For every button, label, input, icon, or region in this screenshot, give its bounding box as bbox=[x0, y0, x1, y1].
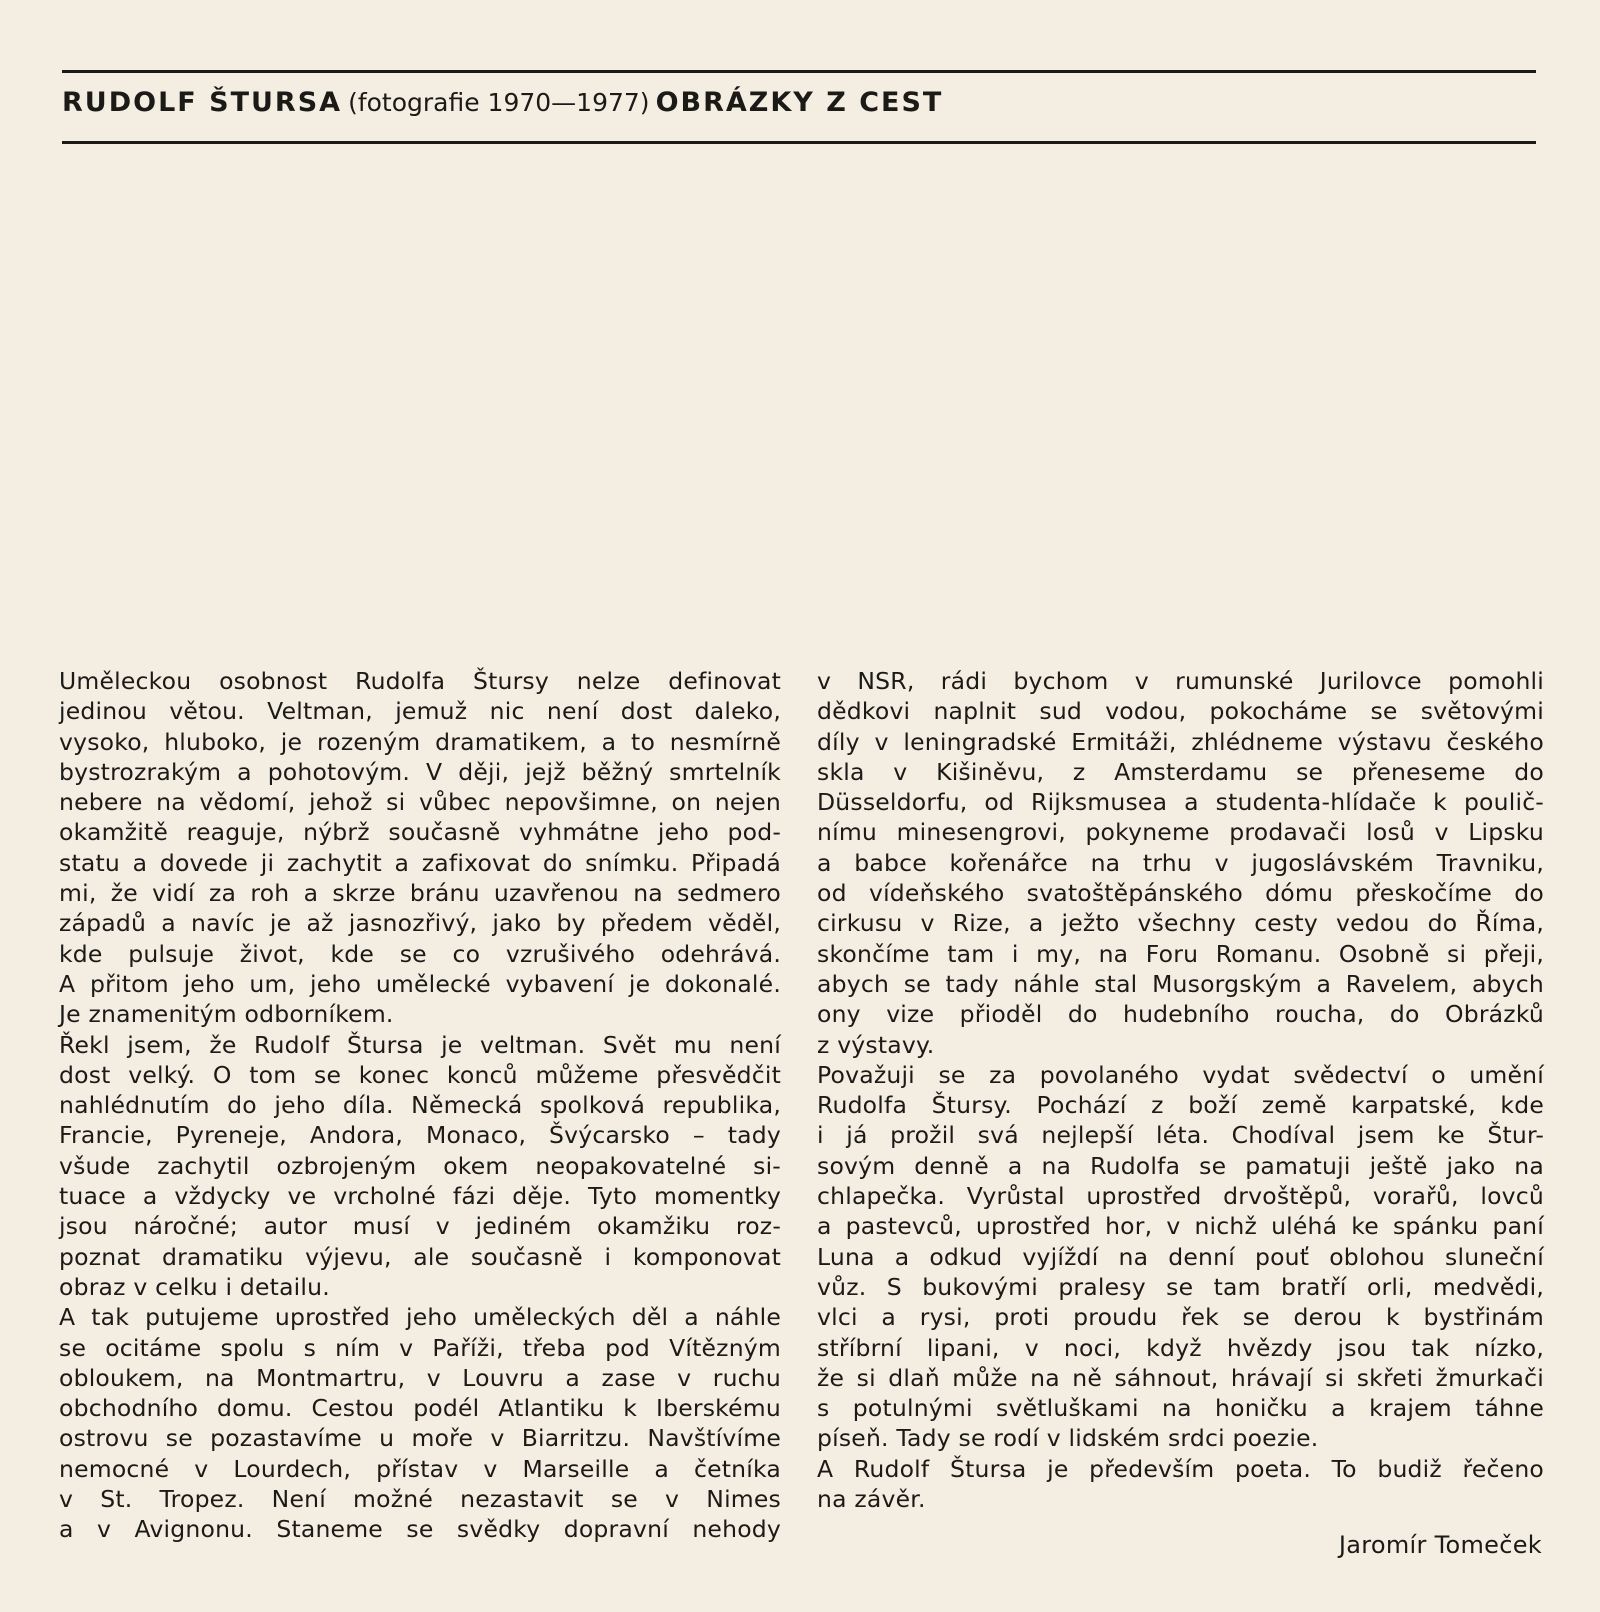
bottom-rule bbox=[62, 141, 1536, 144]
text-line: A přitom jeho um, jeho umělecké vybavení je dokonalé. bbox=[59, 969, 781, 998]
text-line: statu a dovede ji zachytit a zafixovat do snímku. Připadá bbox=[59, 848, 781, 877]
text-line: Považuji se za povolaného vydat svědectví o umění bbox=[817, 1060, 1544, 1089]
text-line: nebere na vědomí, jehož si vůbec nepovšimne, on nejen bbox=[59, 788, 781, 817]
text-line: všude zachytil ozbrojeným okem neopakovatelné si- bbox=[59, 1151, 781, 1180]
text-line: chlapečka. Vyrůstal uprostřed drvoštěpů, vorařů, lovců bbox=[817, 1182, 1544, 1211]
text-line: nemocné v Lourdech, přístav v Marseille a četníka bbox=[59, 1454, 781, 1483]
text-line: že si dlaň může na ně sáhnout, hrávají si skřeti žmurkači bbox=[817, 1363, 1544, 1392]
text-line: od vídeňského svatoštěpánského dómu přeskočíme do bbox=[817, 879, 1544, 908]
author-signature: Jaromír Tomeček bbox=[1338, 1531, 1542, 1559]
text-line: okamžitě reaguje, nýbrž současně vyhmátne jeho pod- bbox=[59, 818, 781, 847]
text-line: ostrovu se pozastavíme u moře v Biarritzu. Navštívíme bbox=[59, 1424, 781, 1453]
text-line: a pastevců, uprostřed hor, v nichž uléhá ke spánku paní bbox=[817, 1212, 1544, 1241]
text-line: nahlédnutím do jeho díla. Německá spolková republika, bbox=[59, 1091, 781, 1120]
text-line: Luna a odkud vyjíždí na denní pouť oblohou sluneční bbox=[817, 1242, 1544, 1271]
text-line: jsou náročné; autor musí v jediném okamžiku roz- bbox=[59, 1212, 781, 1241]
text-line: skla v Kišiněvu, z Amsterdamu se přeneseme do bbox=[817, 757, 1544, 786]
text-line: Uměleckou osobnost Rudolfa Štursy nelze definovat bbox=[59, 667, 781, 695]
header-name: RUDOLF ŠTURSA bbox=[62, 87, 343, 118]
top-rule bbox=[62, 70, 1536, 73]
text-line: Francie, Pyreneje, Andora, Monaco, Švýcarsko – tady bbox=[59, 1121, 781, 1150]
page-header bbox=[62, 84, 943, 121]
text-line: se ocitáme spolu s ním v Paříži, třeba pod Vítězným bbox=[59, 1333, 781, 1362]
text-line: a babce kořenářce na trhu v jugoslávském Travniku, bbox=[817, 848, 1544, 877]
text-line: cirkusu v Rize, a ježto všechny cesty vedou do Říma, bbox=[817, 909, 1544, 938]
text-column-left bbox=[59, 666, 781, 1545]
text-line: díly v leningradské Ermitáži, zhlédneme výstavu českého bbox=[817, 727, 1544, 756]
text-line: a v Avignonu. Staneme se svědky dopravní nehody bbox=[59, 1515, 781, 1544]
text-line: abych se tady náhle stal Musorgským a Ravelem, abych bbox=[817, 969, 1544, 998]
text-line: v St. Tropez. Není možné nezastavit se v Nimes bbox=[59, 1485, 781, 1514]
text-line: ony vize přioděl do hudebního roucha, do Obrázků bbox=[817, 1000, 1544, 1029]
text-line: obloukem, na Montmartru, v Louvru a zase v ruchu bbox=[59, 1363, 781, 1392]
text-line: Rudolfa Štursy. Pochází z boží země karpatské, kde bbox=[817, 1091, 1544, 1120]
text-line: obraz v celku i detailu. bbox=[59, 1272, 330, 1301]
header-subtitle: (fotografie 1970—1977) bbox=[348, 88, 650, 117]
text-line: Je znamenitým odborníkem. bbox=[59, 1000, 394, 1029]
text-line: stříbrní lipani, v noci, když hvězdy jsou tak nízko, bbox=[817, 1333, 1544, 1362]
text-line: tuace a vždycky ve vrcholné fázi děje. Tyto momentky bbox=[59, 1182, 781, 1211]
header-title: OBRÁZKY Z CEST bbox=[655, 87, 944, 118]
text-line: západů a navíc je až jasnozřivý, jako by předem věděl, bbox=[59, 909, 781, 938]
text-line: poznat dramatiku výjevu, ale současně i komponovat bbox=[59, 1242, 781, 1271]
text-line: Düsseldorfu, od Rijksmusea a studenta-hlídače k poulič- bbox=[817, 788, 1544, 817]
text-line: sovým denně a na Rudolfa se pamatuji ještě jako na bbox=[817, 1151, 1544, 1180]
text-line: bystrozrakým a pohotovým. V ději, jejž běžný smrtelník bbox=[59, 757, 781, 786]
text-line: A tak putujeme uprostřed jeho uměleckých děl a náhle bbox=[59, 1303, 781, 1332]
text-line: Řekl jsem, že Rudolf Štursa je veltman. Svět mu není bbox=[59, 1030, 781, 1059]
text-line: vysoko, hluboko, je rozeným dramatikem, a to nesmírně bbox=[59, 727, 781, 756]
text-line: s potulnými světluškami na honičku a krajem táhne bbox=[817, 1394, 1544, 1423]
text-line: v NSR, rádi bychom v rumunské Jurilovce pomohli bbox=[817, 667, 1544, 695]
text-line: dědkovi naplnit sud vodou, pokocháme se světovými bbox=[817, 697, 1544, 726]
text-line: na závěr. bbox=[817, 1485, 926, 1514]
text-line: nímu minesengrovi, pokyneme prodavači losů v Lipsku bbox=[817, 818, 1544, 847]
text-line: A Rudolf Štursa je především poeta. To budiž řečeno bbox=[817, 1454, 1544, 1483]
text-line: píseň. Tady se rodí v lidském srdci poezie. bbox=[817, 1424, 1319, 1453]
text-line: vůz. S bukovými pralesy se tam bratří orli, medvědi, bbox=[817, 1272, 1544, 1301]
text-line: vlci a rysi, proti proudu řek se derou k bystřinám bbox=[817, 1303, 1544, 1332]
text-line: skončíme tam i my, na Foru Romanu. Osobně si přeji, bbox=[817, 939, 1544, 968]
text-column-right bbox=[817, 666, 1544, 1514]
text-line: i já prožil svá nejlepší léta. Chodíval jsem ke Štur- bbox=[817, 1121, 1544, 1150]
text-line: z výstavy. bbox=[817, 1030, 935, 1059]
text-line: obchodního domu. Cestou podél Atlantiku k Iberskému bbox=[59, 1394, 781, 1423]
text-line: kde pulsuje život, kde se co vzrušivého odehrává. bbox=[59, 939, 781, 968]
text-line: jedinou větou. Veltman, jemuž nic není dost daleko, bbox=[59, 697, 781, 726]
text-line: mi, že vidí za roh a skrze bránu uzavřenou na sedmero bbox=[59, 879, 781, 908]
text-line: dost velký. O tom se konec konců můžeme přesvědčit bbox=[59, 1060, 781, 1089]
